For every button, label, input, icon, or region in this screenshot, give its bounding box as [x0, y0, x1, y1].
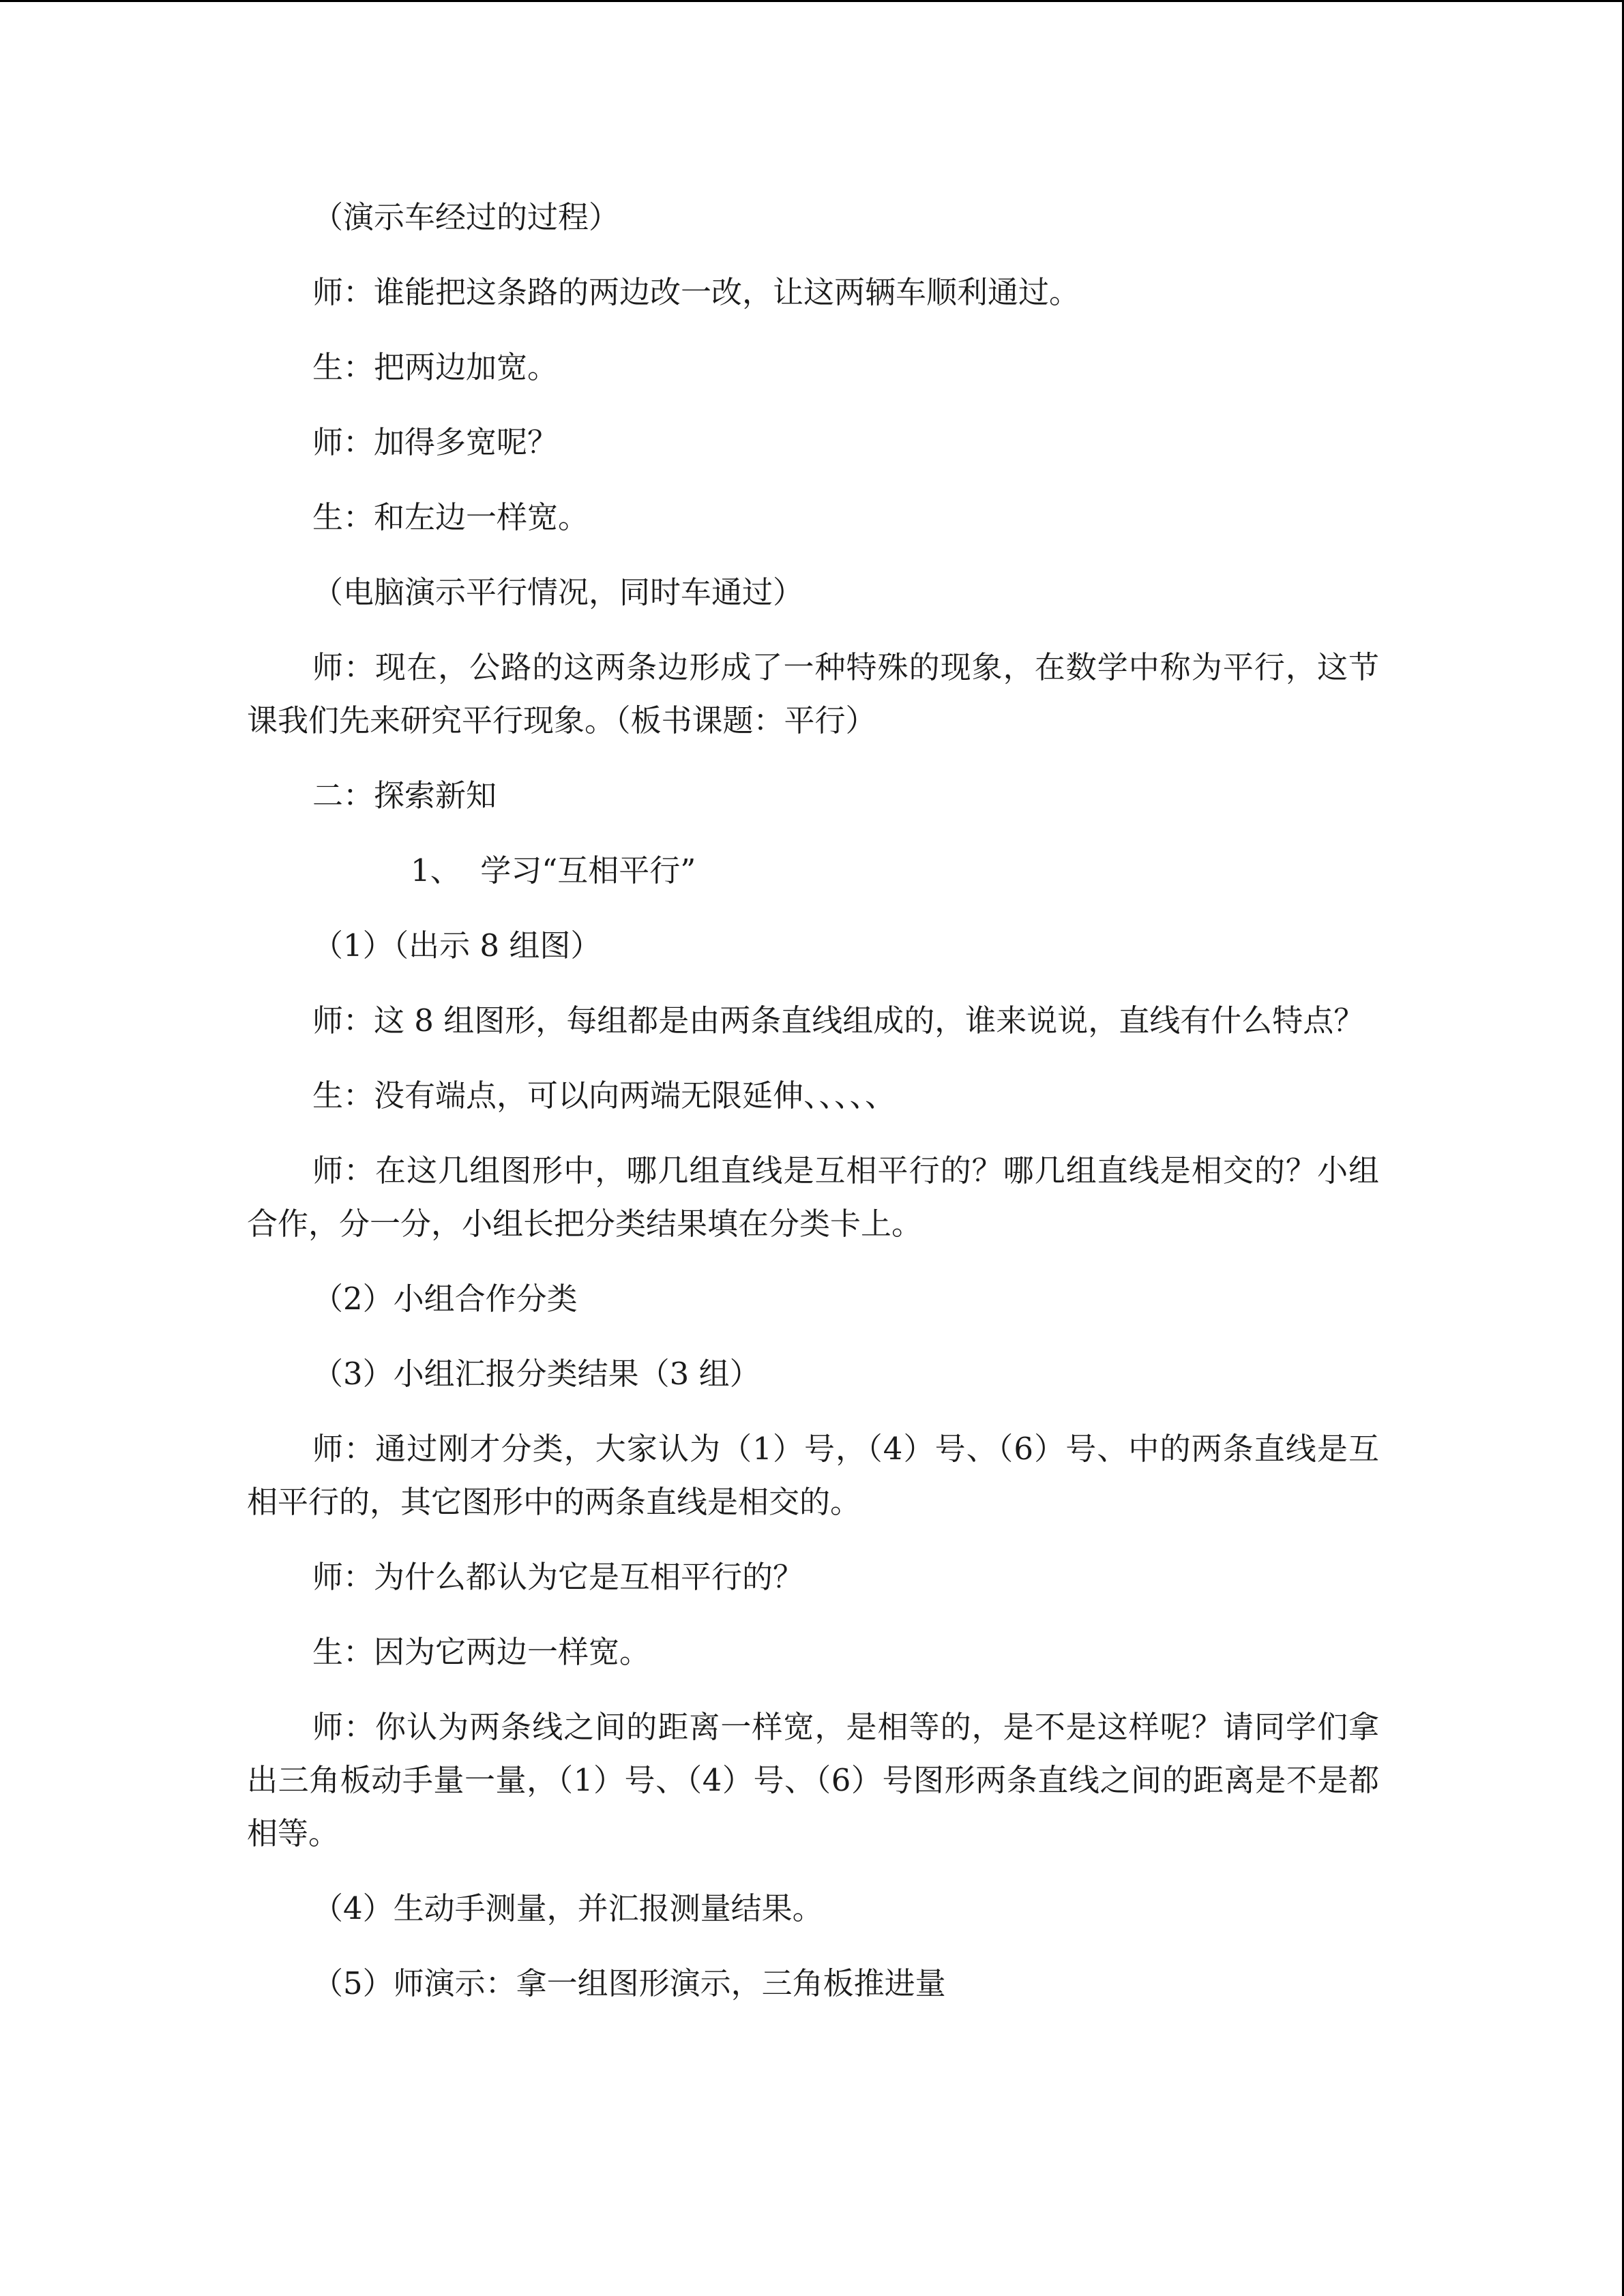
paragraph-teacher-6: 师：通过刚才分类，大家认为（1）号，（4）号、（6）号、中的两条直线是互相平行的，其它图形中的两条直线是相交的。 [247, 1431, 1379, 1520]
paragraph-stage-direction-1: （演示车经过的过程） [312, 199, 620, 235]
page-top-border [0, 0, 1624, 2]
paragraph-student-4: 生：因为它两边一样宽。 [312, 1634, 651, 1670]
paragraph-teacher-4: 师：这 8 组图形，每组都是由两条直线组成的，谁来说说，直线有什么特点？ [312, 1002, 1365, 1039]
paragraph-teacher-5: 师：在这几组图形中，哪几组直线是互相平行的？哪几组直线是相交的？小组合作，分一分，小组长把分类结果填在分类卡上。 [247, 1152, 1379, 1242]
paragraph-stage-direction-2: （电脑演示平行情况，同时车通过） [312, 574, 804, 610]
paragraph-step-1: （1）（出示 8 组图） [312, 927, 602, 964]
paragraph-step-2: （2）小组合作分类 [312, 1281, 578, 1317]
section-heading-explore: 二：探索新知 [312, 777, 497, 814]
paragraph-teacher-7: 师：为什么都认为它是互相平行的？ [312, 1559, 804, 1595]
paragraph-teacher-3: 师：现在，公路的这两条边形成了一种特殊的现象，在数学中称为平行，这节课我们先来研究平行现象。（板书课题：平行） [247, 649, 1379, 739]
paragraph-teacher-2: 师：加得多宽呢？ [312, 424, 559, 460]
list-item-mutual-parallel: 1、 学习“互相平行” [411, 852, 696, 889]
paragraph-student-3: 生：没有端点，可以向两端无限延伸、、、、、 [312, 1077, 896, 1114]
paragraph-student-2: 生：和左边一样宽。 [312, 499, 589, 535]
paragraph-step-5: （5）师演示：拿一组图形演示，三角板推进量 [312, 1965, 946, 2001]
paragraph-step-4: （4）生动手测量，并汇报测量结果。 [312, 1890, 823, 1926]
paragraph-teacher-1: 师：谁能把这条路的两边改一改，让这两辆车顺利通过。 [312, 274, 1080, 310]
paragraph-step-3: （3）小组汇报分类结果（3 组） [312, 1356, 761, 1392]
paragraph-teacher-8: 师：你认为两条线之间的距离一样宽，是相等的，是不是这样呢？请同学们拿出三角板动手量一量，（1）号、（4）号、（6）号图形两条直线之间的距离是不是都相等。 [247, 1709, 1379, 1851]
paragraph-student-1: 生：把两边加宽。 [312, 349, 559, 385]
document-body [247, 191, 1379, 2010]
